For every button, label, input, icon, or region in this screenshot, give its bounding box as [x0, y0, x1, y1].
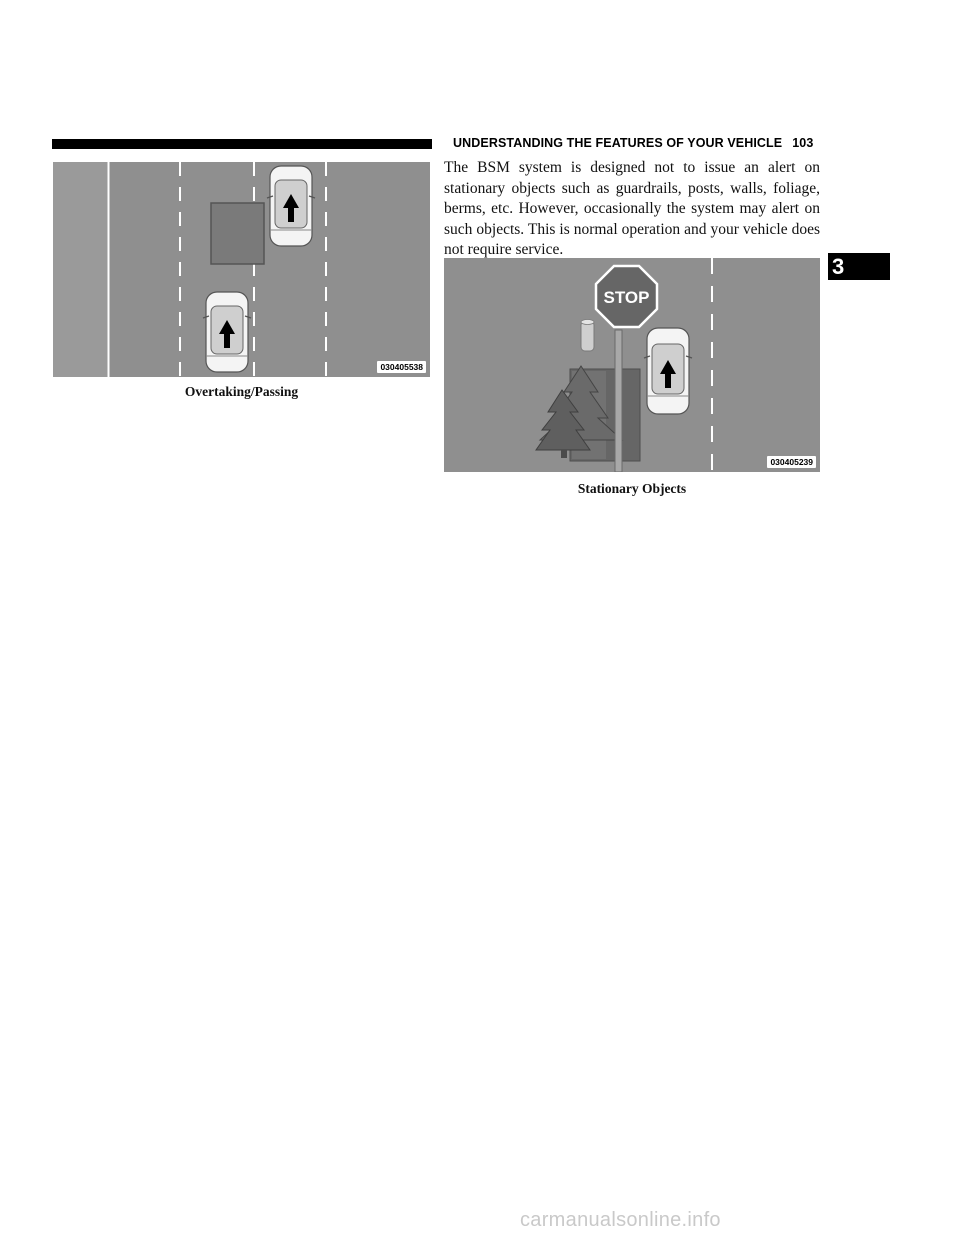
- figure-code: 030405239: [767, 456, 816, 468]
- stationary-objects-illustration: [444, 258, 820, 472]
- car-ahead: [267, 166, 315, 246]
- host-car: [644, 328, 692, 414]
- footer-watermark: carmanualsonline.info: [520, 1209, 721, 1231]
- body-paragraph: The BSM system is designed not to issue an alert on stationary objects such as guardrails, posts, walls, foliage, berms, etc. However, occasionally the system may alert on such objects. This is normal operation and your vehicle does not require service.: [444, 159, 820, 258]
- overtaking-figure: [53, 162, 430, 377]
- page-number: 103: [792, 136, 814, 150]
- section-title: UNDERSTANDING THE FEATURES OF YOUR VEHICLE: [453, 136, 783, 150]
- stop-sign-text: STOP: [603, 288, 650, 307]
- figure-code: 030405538: [377, 361, 426, 373]
- figure-caption: Overtaking/Passing: [184, 384, 299, 399]
- chapter-tab: [828, 253, 890, 280]
- blind-spot-zone: [211, 203, 264, 264]
- chapter-number: 3: [832, 254, 845, 279]
- host-car: [203, 292, 251, 372]
- running-header: [453, 136, 813, 150]
- overtaking-illustration: [53, 162, 430, 377]
- stationary-objects-figure: [444, 258, 820, 472]
- header-rule: [52, 139, 432, 149]
- figure-caption: Stationary Objects: [577, 481, 687, 496]
